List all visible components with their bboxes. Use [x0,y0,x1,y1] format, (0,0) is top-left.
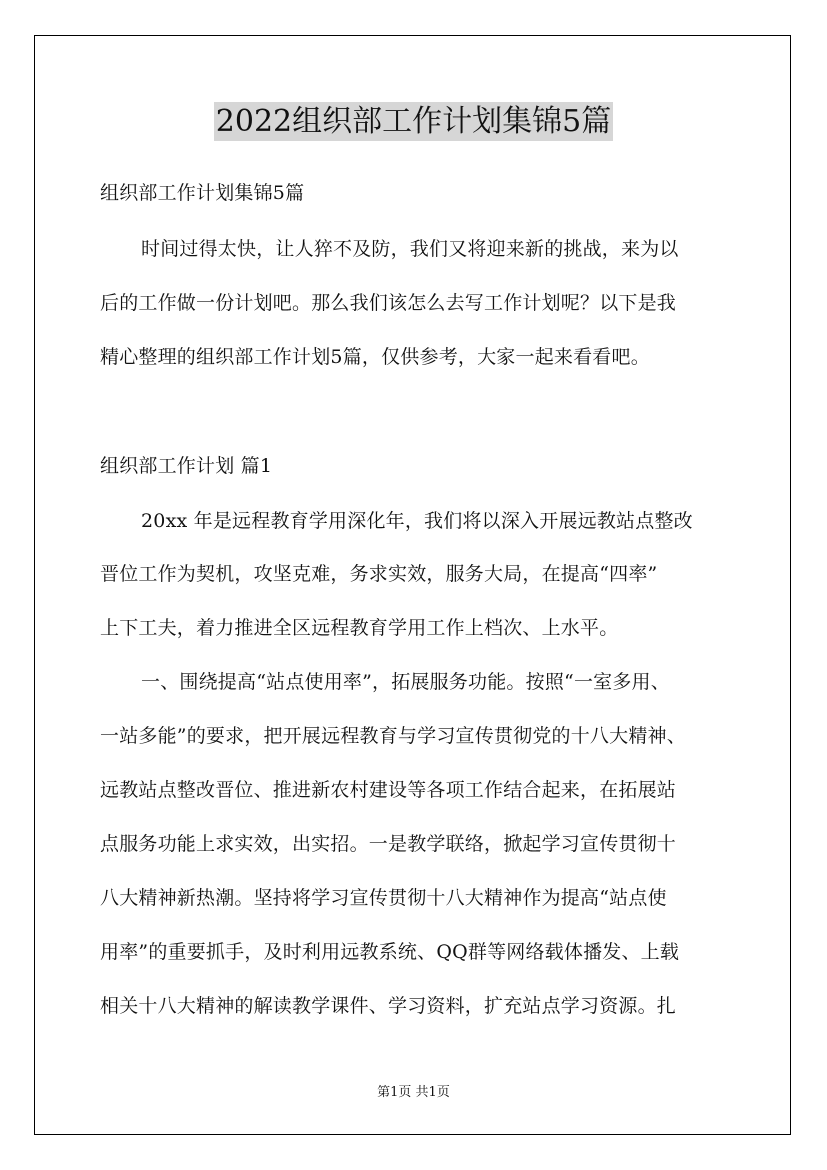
document-title [0,98,827,146]
document-title-text: 2022组织部工作计划集锦5篇 [215,104,612,139]
para2-line-6: 用率”的重要抓手，及时利用远教系统、QQ群等网络载体播发、上载 [100,941,680,963]
page-footer: 第1页 共1页 [377,1085,450,1100]
para2-line-4: 点服务功能上求实效，出实招。一是教学联络，掀起学习宣传贯彻十 [100,833,677,855]
para2-line-5: 八大精神新热潮。坚持将学习宣传贯彻十八大精神作为提高“站点使 [100,887,667,909]
para2-line-7: 相关十八大精神的解读教学课件、学习资料，扩充站点学习资源。扎 [100,995,677,1017]
intro-line-1: 时间过得太快，让人猝不及防，我们又将迎来新的挑战，来为以 [141,238,679,260]
section-heading: 组织部工作计划 篇1 [100,455,273,477]
para1-line-3: 上下工夫，着力推进全区远程教育学用工作上档次、上水平。 [100,617,619,639]
para2-line-3: 远教站点整改晋位、推进新农村建设等各项工作结合起来，在拓展站 [100,779,677,801]
para1-line-1: 20xx 年是远程教育学用深化年，我们将以深入开展远教站点整改 [141,510,693,532]
intro-line-2: 后的工作做一份计划吧。那么我们该怎么去写工作计划呢？以下是我 [100,292,677,314]
intro-line-3: 精心整理的组织部工作计划5篇，仅供参考，大家一起来看看吧。 [100,346,650,368]
para2-line-2: 一站多能”的要求，把开展远程教育与学习宣传贯彻党的十八大精神、 [100,725,686,747]
para1-line-2: 晋位工作为契机，攻坚克难，务求实效，服务大局，在提高“四率” [100,563,658,585]
para2-line-1: 一、围绕提高“站点使用率”，拓展服务功能。按照“一室多用、 [141,671,670,693]
document-subtitle: 组织部工作计划集锦5篇 [100,182,305,204]
